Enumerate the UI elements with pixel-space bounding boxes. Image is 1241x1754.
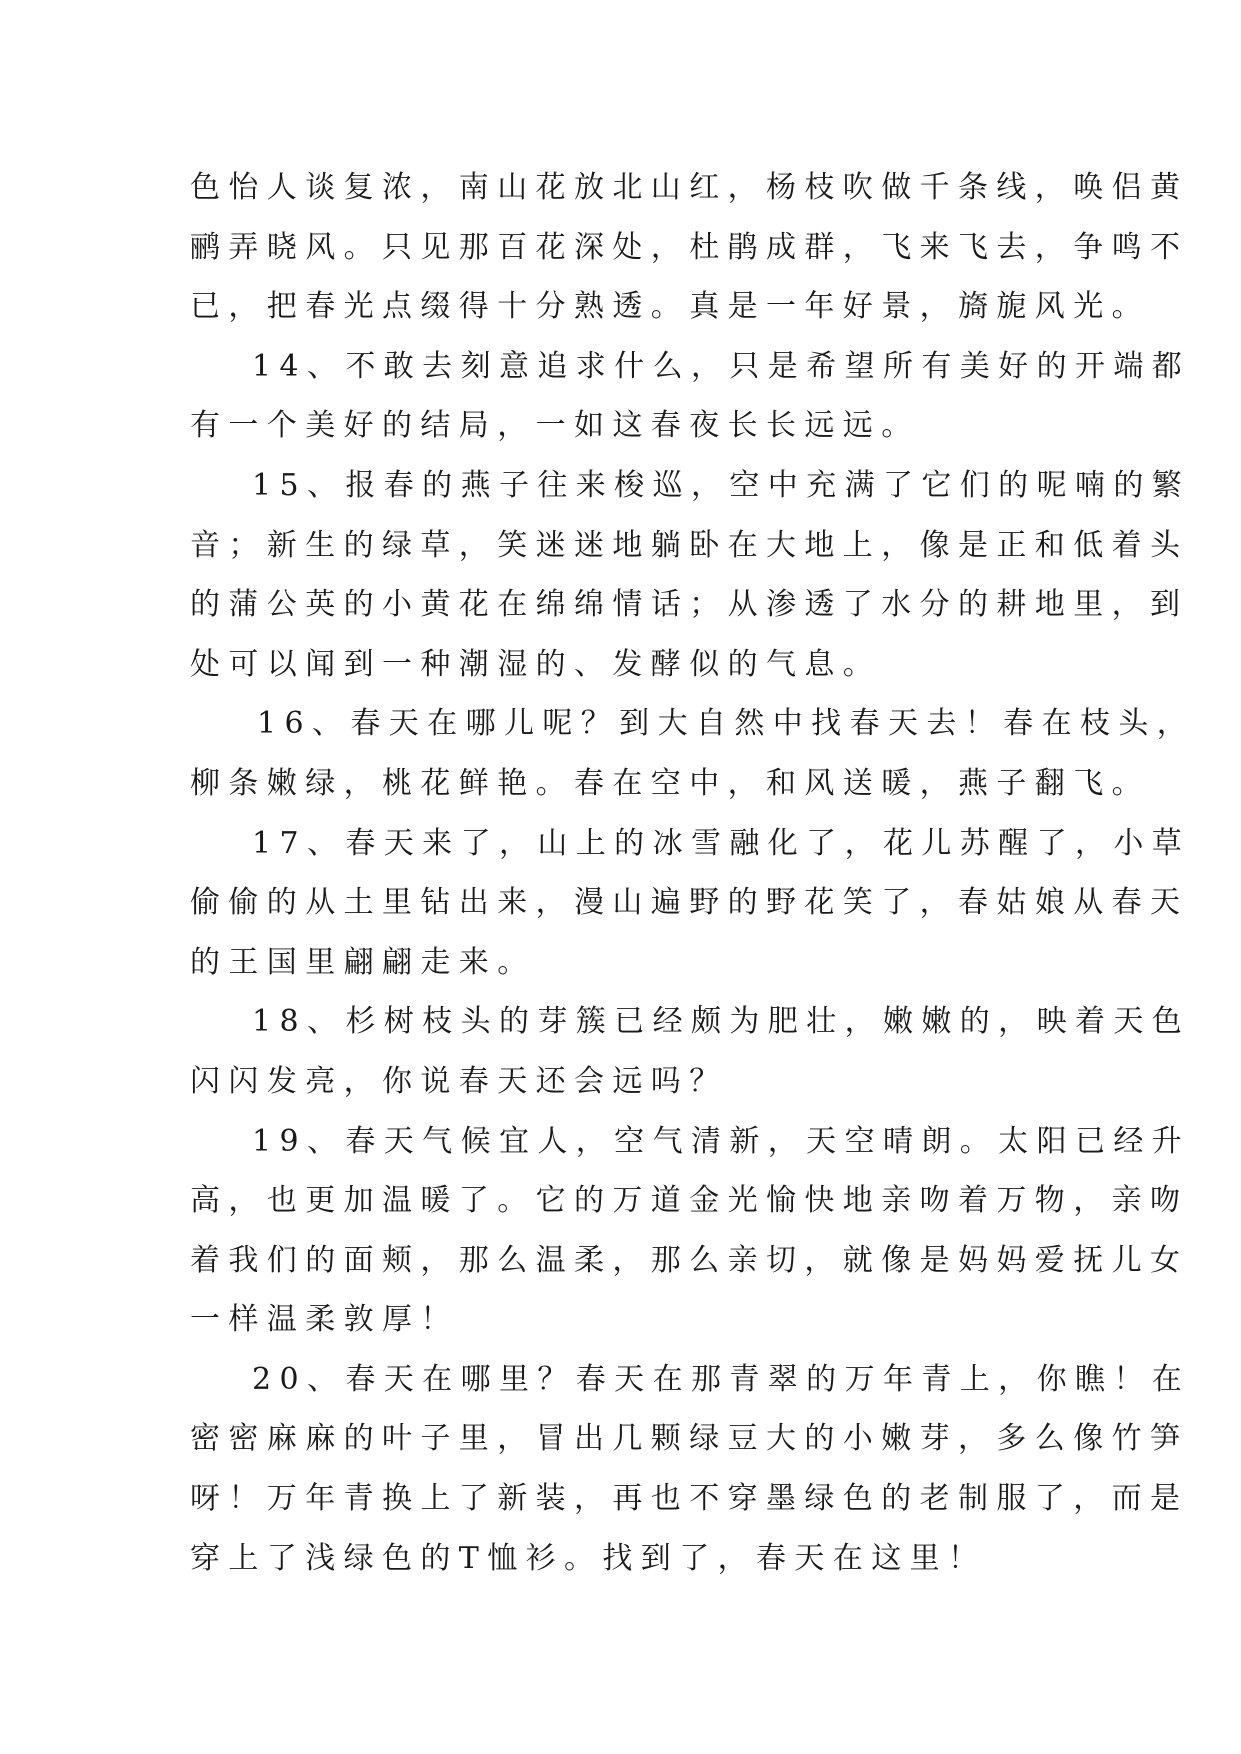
text-line: 16、春天在哪儿呢？到大自然中找春天去！春在枝头， (257, 706, 1196, 742)
text-line: 偷偷的从土里钻出来，漫山遍野的野花笑了，春姑娘从春天 (190, 885, 1189, 921)
text-line: 闪闪发亮，你说春天还会远吗？ (190, 1063, 728, 1099)
text-line: 穿上了浅绿色的T恤衫。找到了，春天在这里！ (190, 1540, 987, 1576)
text-line: 已，把春光点缀得十分熟透。真是一年好景，旖旎风光。 (190, 289, 1150, 325)
paragraph-item-17 (190, 814, 1191, 993)
text-line: 密密麻麻的叶子里，冒出几颗绿豆大的小嫩芽，多么像竹笋 (190, 1421, 1189, 1457)
paragraph-item-20 (190, 1350, 1191, 1588)
text-line: 柳条嫩绿，桃花鲜艳。春在空中，和风送暖，燕子翻飞。 (190, 765, 1150, 801)
text-line: 一样温柔敦厚！ (190, 1302, 459, 1338)
text-line: 18、杉树枝头的芽簇已经颇为肥壮，嫩嫩的，映着天色 (252, 1004, 1191, 1040)
text-line: 的蒲公英的小黄花在绵绵情话；从渗透了水分的耕地里，到 (190, 587, 1189, 623)
paragraph-continuation (190, 158, 1189, 337)
text-line: 呀！万年青换上了新装，再也不穿墨绿色的老制服了，而是 (190, 1481, 1189, 1517)
text-line: 鹂弄晓风。只见那百花深处，杜鹃成群，飞来飞去，争鸣不 (190, 229, 1189, 265)
text-line: 的王国里翩翩走来。 (190, 944, 536, 980)
text-line: 14、不敢去刻意追求什么，只是希望所有美好的开端都 (252, 348, 1191, 384)
text-line: 19、春天气候宜人，空气清新，天空晴朗。太阳已经升 (252, 1123, 1191, 1159)
document-body (190, 158, 1196, 1588)
text-line: 有一个美好的结局，一如这春夜长长远远。 (190, 408, 920, 444)
text-line: 17、春天来了，山上的冰雪融化了，花儿苏醒了，小草 (252, 825, 1191, 861)
paragraph-item-15 (190, 456, 1191, 694)
text-line: 高，也更加温暖了。它的万道金光愉快地亲吻着万物，亲吻 (190, 1183, 1189, 1219)
text-line: 15、报春的燕子往来梭巡，空中充满了它们的呢喃的繁 (252, 467, 1191, 503)
paragraph-item-18 (190, 992, 1191, 1111)
paragraph-item-14 (190, 337, 1191, 456)
text-line: 着我们的面颊，那么温柔，那么亲切，就像是妈妈爱抚儿女 (190, 1242, 1189, 1278)
paragraph-item-16 (190, 694, 1196, 813)
text-line: 色怡人谈复浓，南山花放北山红，杨枝吹做千条线，唤侣黄 (190, 170, 1189, 205)
paragraph-item-19 (190, 1112, 1191, 1350)
text-line: 处可以闻到一种潮湿的、发酵似的气息。 (190, 646, 882, 682)
text-line: 20、春天在哪里？春天在那青翠的万年青上，你瞧！在 (252, 1361, 1191, 1397)
text-line: 音；新生的绿草，笑迷迷地躺卧在大地上，像是正和低着头 (190, 527, 1189, 563)
